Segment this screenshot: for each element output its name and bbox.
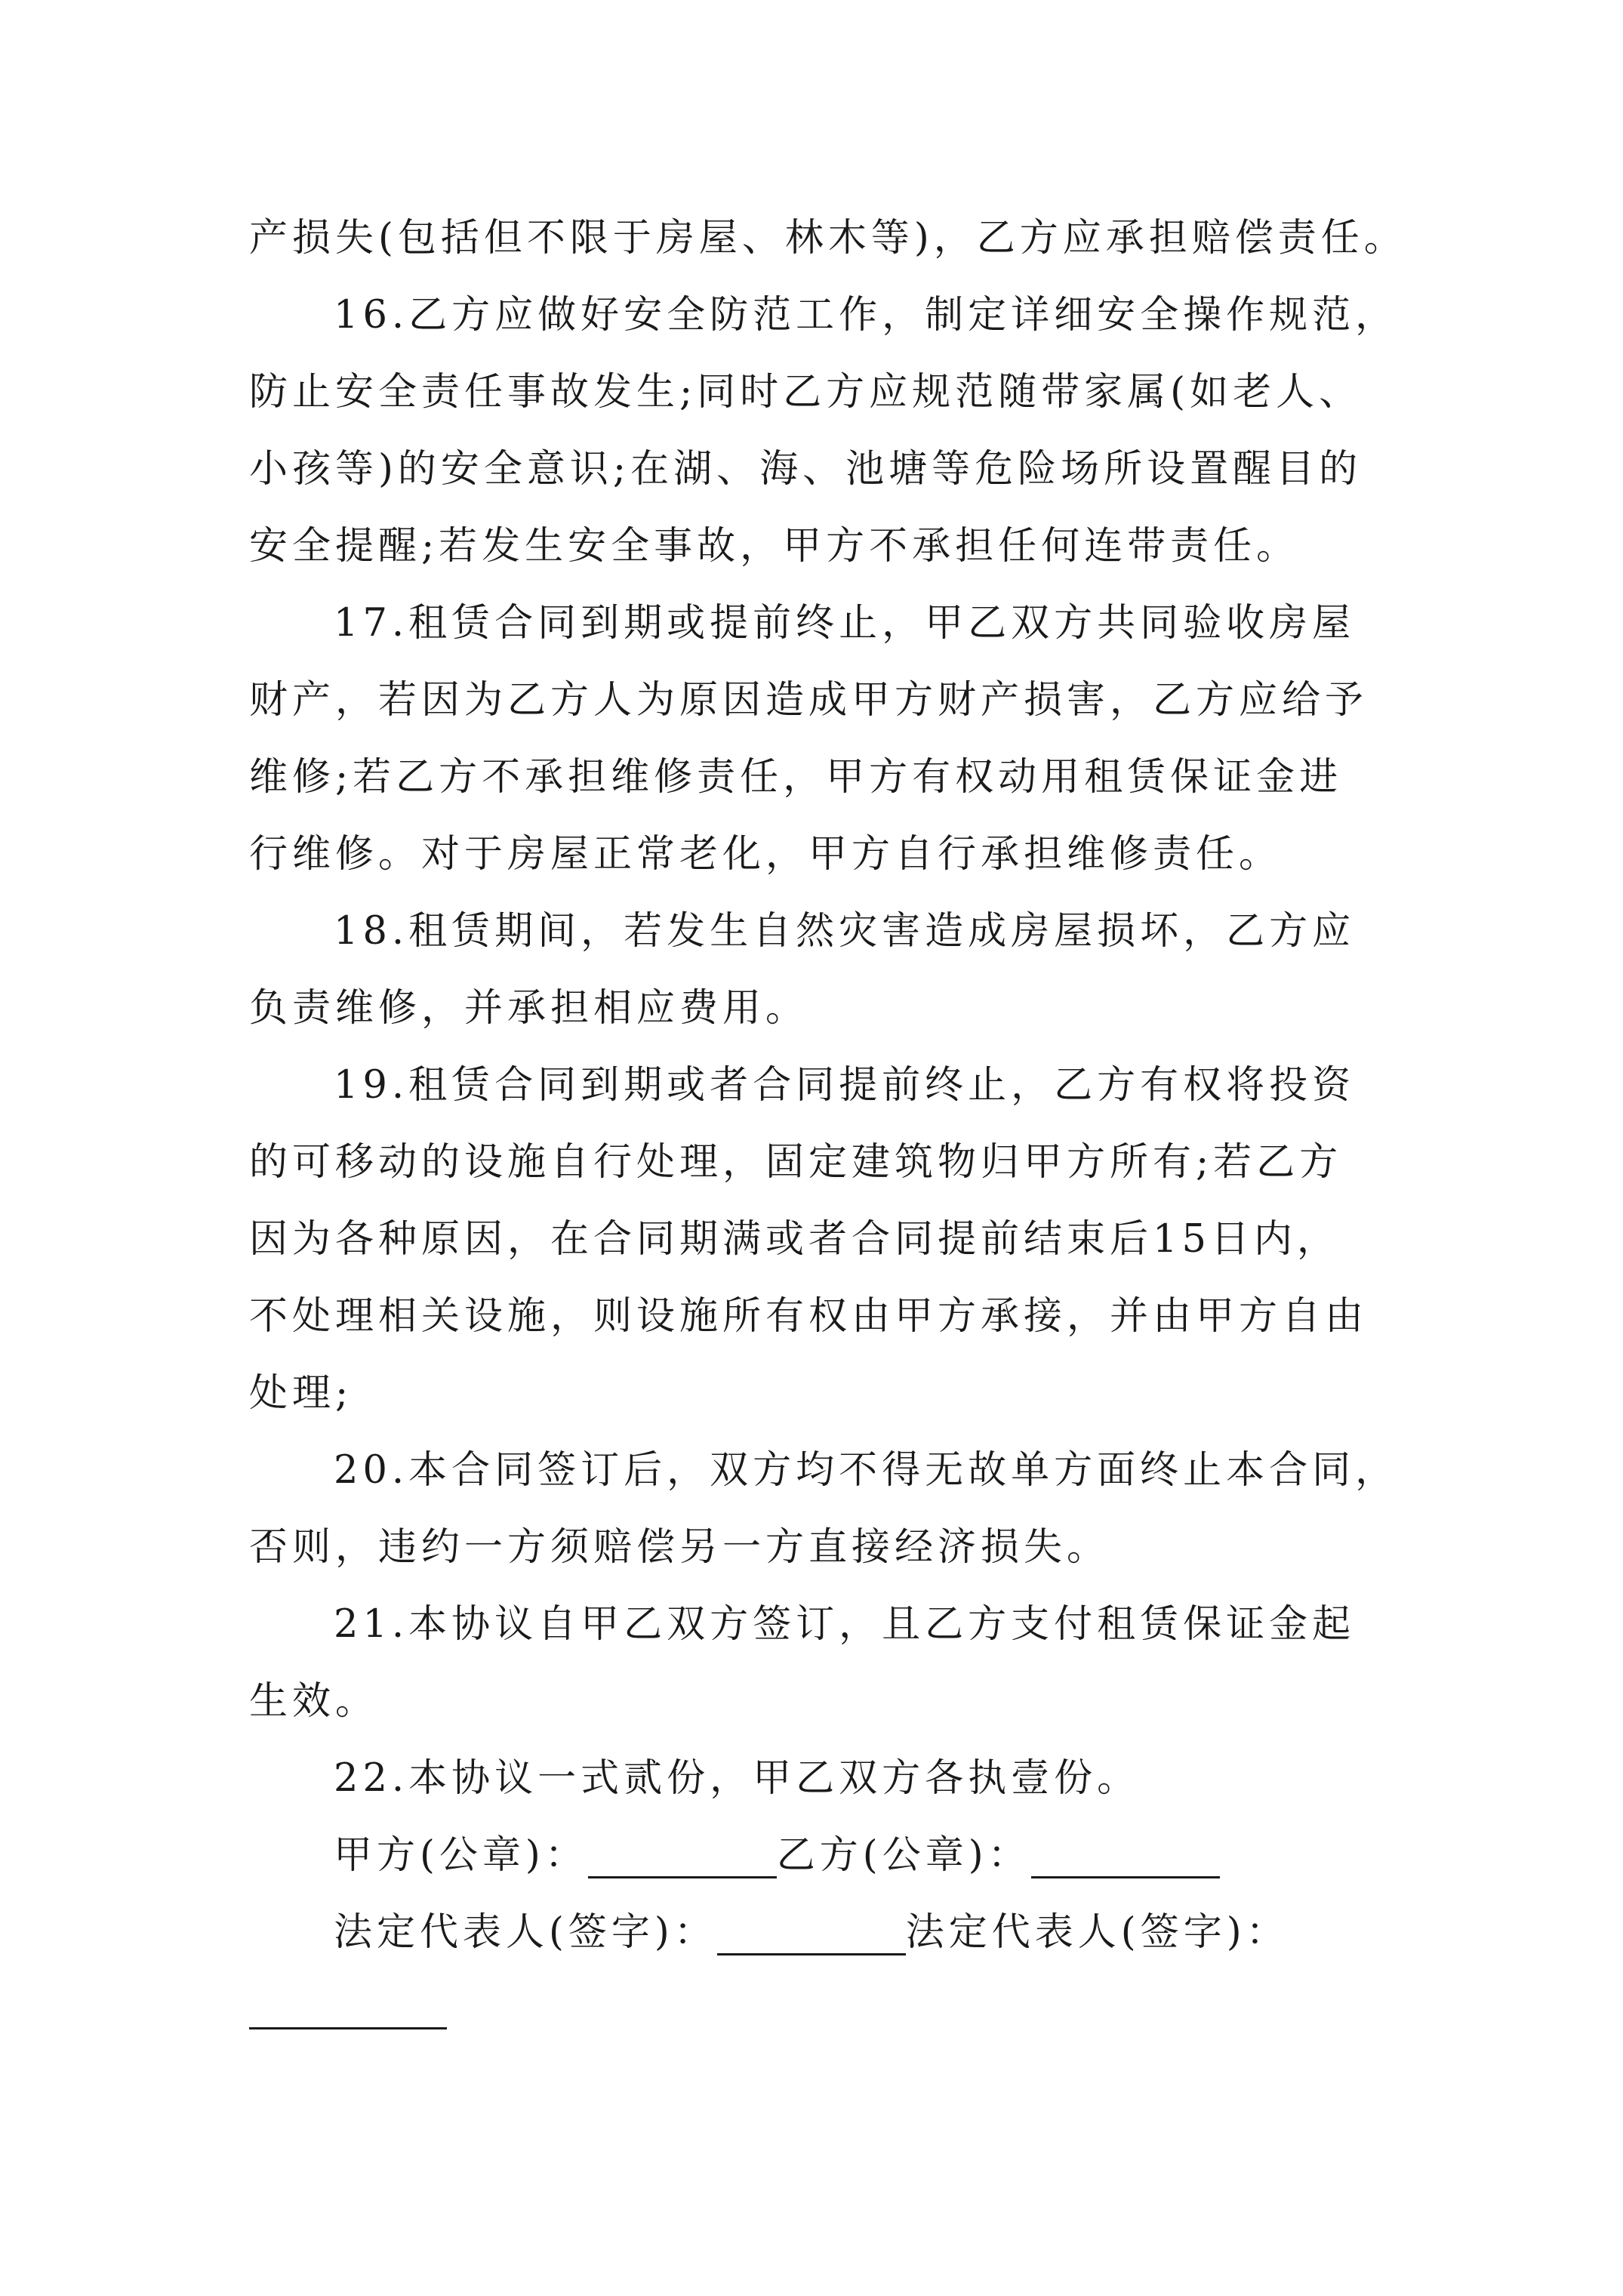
clause-17-line-4: 行维修。对于房屋正常老化，甲方自行承担维修责任。 [249, 832, 1283, 877]
clause-22-line-1: 22.本协议一式贰份，甲乙双方各执壹份。 [334, 1756, 1141, 1801]
party-a-seal-label: 甲方(公章)： [334, 1833, 588, 1878]
party-b-rep-label: 法定代表人(签字)： [905, 1910, 1289, 1955]
clause-19-line-3: 因为各种原因，在合同期满或者合同提前结束后15日内， [249, 1217, 1340, 1262]
clause-19-line-1: 19.租赁合同到期或者合同提前终止，乙方有权将投资 [334, 1063, 1356, 1108]
seal-signature-row [334, 1833, 1220, 1878]
clause-17-line-3: 维修;若乙方不承担维修责任，甲方有权动用租赁保证金进 [249, 755, 1343, 800]
clause-16-line-2: 防止安全责任事故发生;同时乙方应规范随带家属(如老人、 [249, 370, 1363, 415]
clause-18-line-1: 18.租赁期间，若发生自然灾害造成房屋损坏，乙方应 [334, 909, 1356, 954]
clause-19-line-4: 不处理相关设施，则设施所有权由甲方承接，并由甲方自由 [249, 1294, 1369, 1339]
clause-18-line-2: 负责维修，并承担相应费用。 [249, 986, 809, 1031]
clause-20-line-1: 20.本合同签订后，双方均不得无故单方面终止本合同， [334, 1448, 1399, 1493]
party-b-seal-label: 乙方(公章)： [776, 1833, 1031, 1878]
party-a-seal-blank[interactable] [588, 1840, 777, 1878]
clause-20-line-2: 否则，违约一方须赔偿另一方直接经济损失。 [249, 1525, 1110, 1570]
party-b-seal-blank[interactable] [1031, 1840, 1220, 1878]
paragraph-15-continuation: 产损失(包括但不限于房屋、林木等)，乙方应承担赔偿责任。 [249, 216, 1407, 260]
clause-16-line-4: 安全提醒;若发生安全事故，甲方不承担任何连带责任。 [249, 524, 1300, 569]
party-a-rep-blank[interactable] [717, 1917, 906, 1955]
clause-16-line-3: 小孩等)的安全意识;在湖、海、池塘等危险场所设置醒目的 [249, 447, 1363, 492]
clause-19-line-5: 处理; [249, 1371, 353, 1416]
clause-19-line-2: 的可移动的设施自行处理，固定建筑物归甲方所有;若乙方 [249, 1140, 1343, 1185]
party-a-rep-label: 法定代表人(签字)： [334, 1910, 717, 1955]
clause-17-line-1: 17.租赁合同到期或提前终止，甲乙双方共同验收房屋 [334, 601, 1356, 646]
clause-17-line-2: 财产，若因为乙方人为原因造成甲方财产损害，乙方应给予 [249, 678, 1369, 723]
clause-21-line-2: 生效。 [249, 1679, 379, 1724]
representative-signature-row [334, 1910, 1289, 1955]
clause-16-line-1: 16.乙方应做好安全防范工作，制定详细安全操作规范， [334, 293, 1399, 337]
clause-21-line-1: 21.本协议自甲乙双方签订，且乙方支付租赁保证金起 [334, 1602, 1356, 1647]
party-b-rep-blank[interactable] [249, 2027, 447, 2029]
